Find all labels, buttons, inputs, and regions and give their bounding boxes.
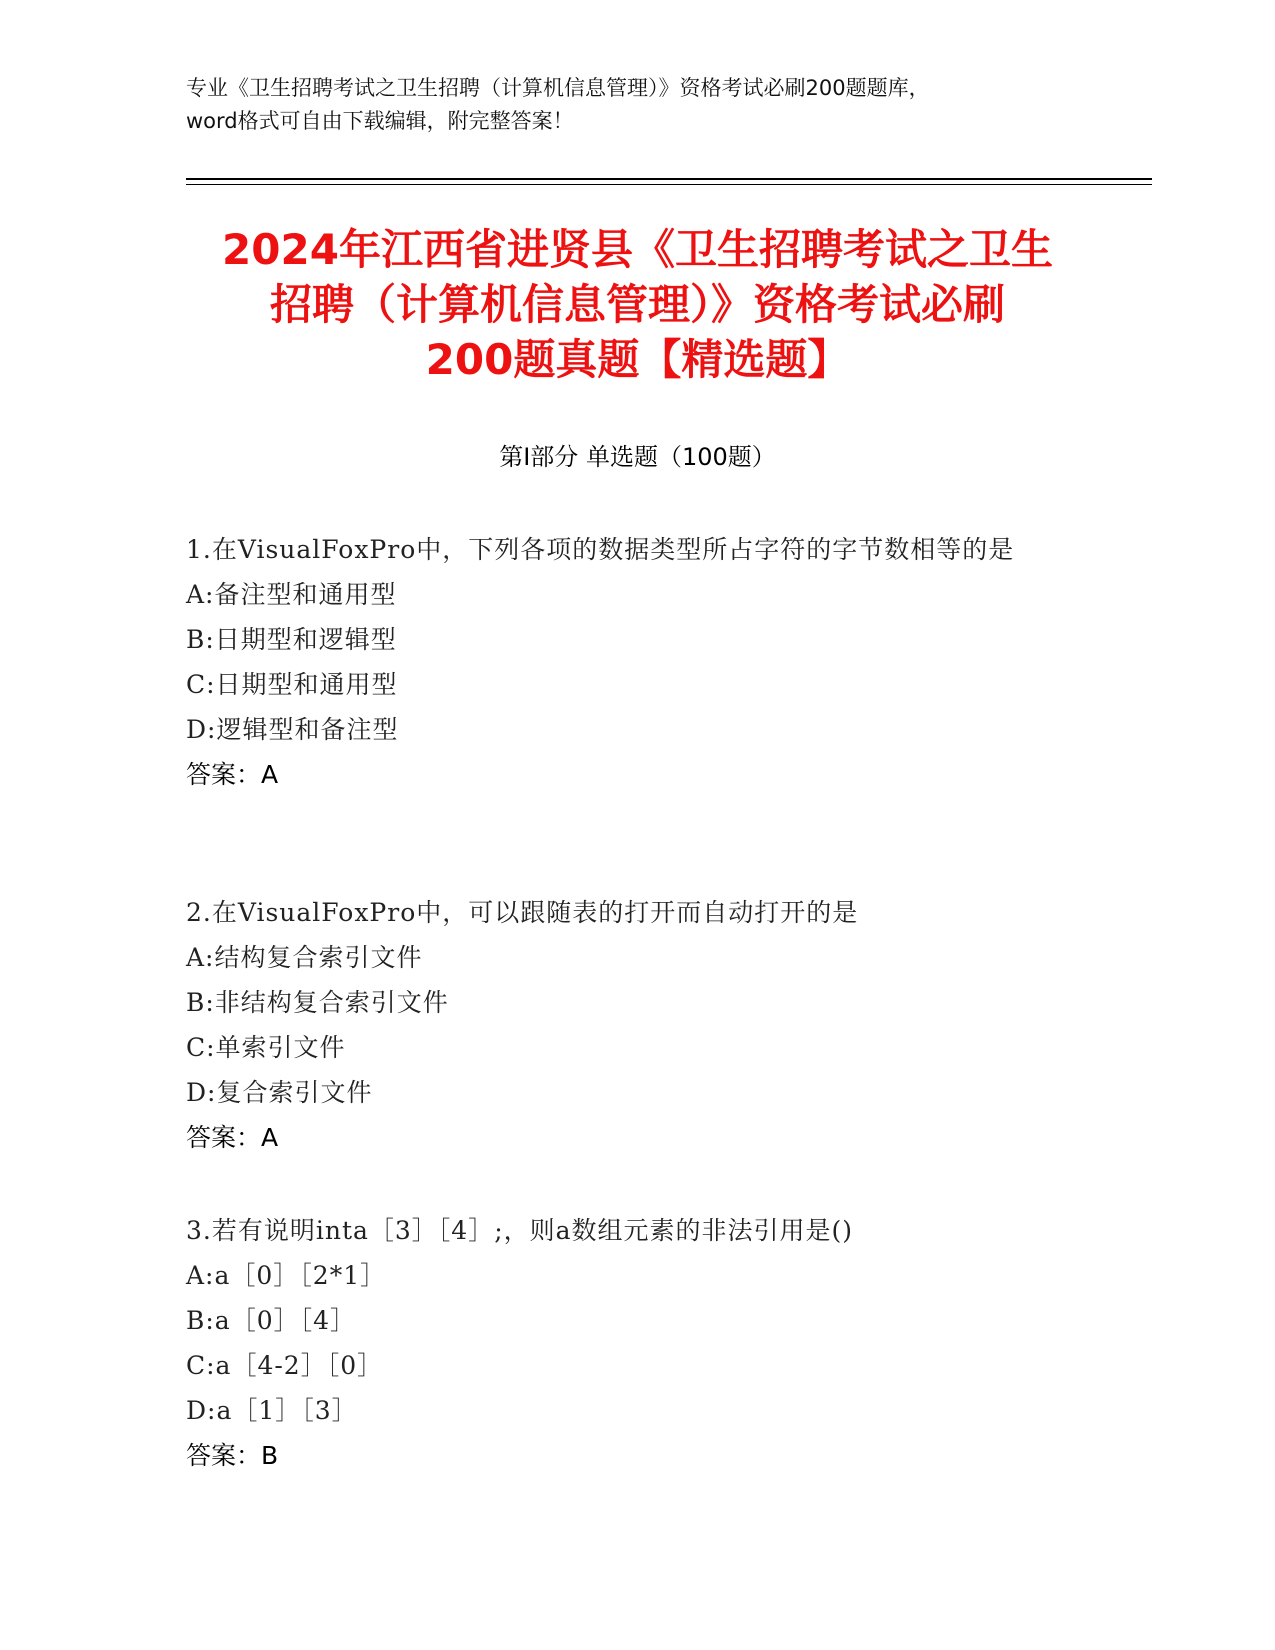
option-d: D:逻辑型和备注型 (186, 715, 399, 744)
document-title-line-2: 招聘（计算机信息管理）》资格考试必刷 (269, 280, 1005, 329)
document-title-line-3: 200题真题【精选题】 (425, 335, 850, 384)
option-d: D:a［1］［3］ (186, 1396, 358, 1425)
header-divider-thick (186, 178, 1152, 180)
question-stem: 3.若有说明inta［3］［4］;，则a数组元素的非法引用是() (186, 1216, 854, 1245)
answer: 答案：B (186, 1441, 279, 1470)
header-note-line-1: 专业《卫生招聘考试之卫生招聘（计算机信息管理）》资格考试必刷200题题库， (186, 76, 930, 100)
option-a: A:结构复合索引文件 (186, 943, 423, 972)
question-3 (186, 1208, 1086, 1478)
question-1 (186, 527, 1086, 797)
document-title-line-1: 2024年江西省进贤县《卫生招聘考试之卫生 (222, 225, 1053, 274)
option-b: B:a［0］［4］ (186, 1306, 357, 1335)
option-a: A:备注型和通用型 (186, 580, 397, 609)
option-b: B:非结构复合索引文件 (186, 988, 449, 1017)
option-d: D:复合索引文件 (186, 1078, 373, 1107)
answer: 答案：A (186, 1123, 279, 1152)
header-note-line-2: word格式可自由下载编辑，附完整答案！ (186, 109, 574, 133)
answer: 答案：A (186, 760, 279, 789)
question-stem: 2.在VisualFoxPro中，可以跟随表的打开而自动打开的是 (186, 898, 859, 927)
question-stem: 1.在VisualFoxPro中，下列各项的数据类型所占字符的字节数相等的是 (186, 535, 1015, 564)
question-2 (186, 890, 1086, 1160)
option-c: C:a［4-2］［0］ (186, 1351, 384, 1380)
header-note (186, 72, 1086, 138)
header-divider-thin (186, 184, 1152, 185)
option-c: C:单索引文件 (186, 1033, 346, 1062)
document-title (150, 222, 1125, 387)
option-a: A:a［0］［2*1］ (186, 1261, 387, 1290)
section-heading: 第Ⅰ部分 单选题（100题） (499, 443, 776, 471)
option-c: C:日期型和通用型 (186, 670, 398, 699)
option-b: B:日期型和逻辑型 (186, 625, 397, 654)
